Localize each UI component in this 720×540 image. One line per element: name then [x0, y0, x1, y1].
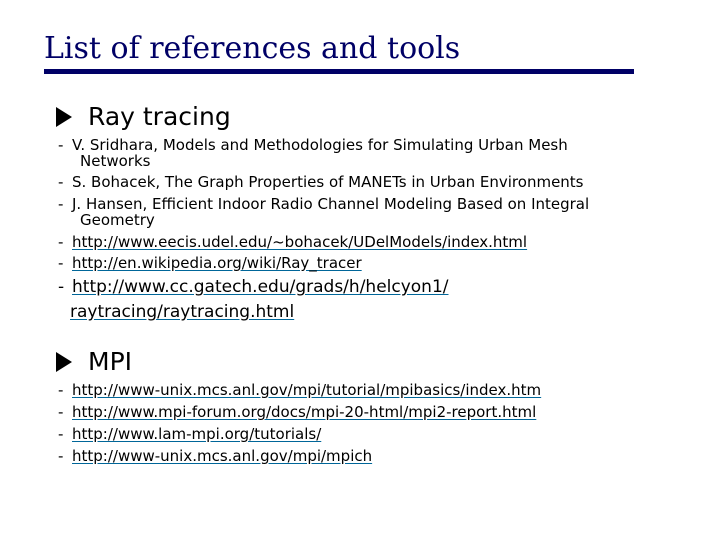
section-label: MPI	[88, 347, 133, 376]
triangle-bullet-icon	[56, 107, 72, 127]
dash-marker: -	[58, 136, 64, 154]
dash-marker: -	[58, 403, 64, 421]
dash-marker: -	[58, 233, 64, 251]
slide-title: List of references and tools	[44, 31, 461, 66]
dash-marker: -	[58, 195, 64, 213]
reference-item	[58, 173, 584, 192]
reference-item-continuation	[70, 301, 294, 323]
reference-item-continuation: Networks	[80, 152, 151, 170]
reference-item	[58, 447, 372, 466]
section-heading-ray-tracing	[56, 102, 231, 132]
reference-item	[58, 403, 536, 422]
dash-marker: -	[58, 277, 65, 297]
reference-link[interactable]: http://en.wikipedia.org/wiki/Ray_tracer	[72, 254, 362, 272]
reference-link[interactable]: http://www.lam-mpi.org/tutorials/	[72, 425, 322, 443]
dash-marker: -	[58, 381, 64, 399]
triangle-bullet-icon	[56, 352, 72, 372]
title-underline-rule	[44, 69, 634, 74]
section-label: Ray tracing	[88, 102, 231, 131]
reference-link-continuation[interactable]: raytracing/raytracing.html	[70, 302, 295, 322]
reference-link[interactable]: http://www.eecis.udel.edu/~bohacek/UDelModels/index.html	[72, 233, 528, 251]
reference-item	[58, 276, 449, 298]
dash-marker: -	[58, 447, 64, 465]
reference-item	[58, 425, 321, 444]
reference-link[interactable]: http://www-unix.mcs.anl.gov/mpi/tutorial/mpibasics/index.htm	[72, 381, 542, 399]
reference-link[interactable]: http://www-unix.mcs.anl.gov/mpi/mpich	[72, 447, 373, 465]
dash-marker: -	[58, 254, 64, 272]
section-heading-mpi	[56, 347, 132, 377]
reference-text: V. Sridhara, Models and Methodologies for Simulating Urban Mesh	[72, 136, 568, 154]
reference-item	[58, 254, 362, 273]
dash-marker: -	[58, 173, 64, 191]
reference-item	[58, 381, 541, 400]
dash-marker: -	[58, 425, 64, 443]
reference-text: J. Hansen, Efficient Indoor Radio Channel Modeling Based on Integral	[72, 195, 590, 213]
reference-text: S. Bohacek, The Graph Properties of MANETs in Urban Environments	[72, 173, 584, 191]
reference-link[interactable]: http://www.cc.gatech.edu/grads/h/helcyon1/	[72, 277, 449, 297]
reference-item-continuation: Geometry	[80, 211, 155, 229]
reference-link[interactable]: http://www.mpi-forum.org/docs/mpi-20-html/mpi2-report.html	[72, 403, 537, 421]
reference-item	[58, 233, 527, 252]
